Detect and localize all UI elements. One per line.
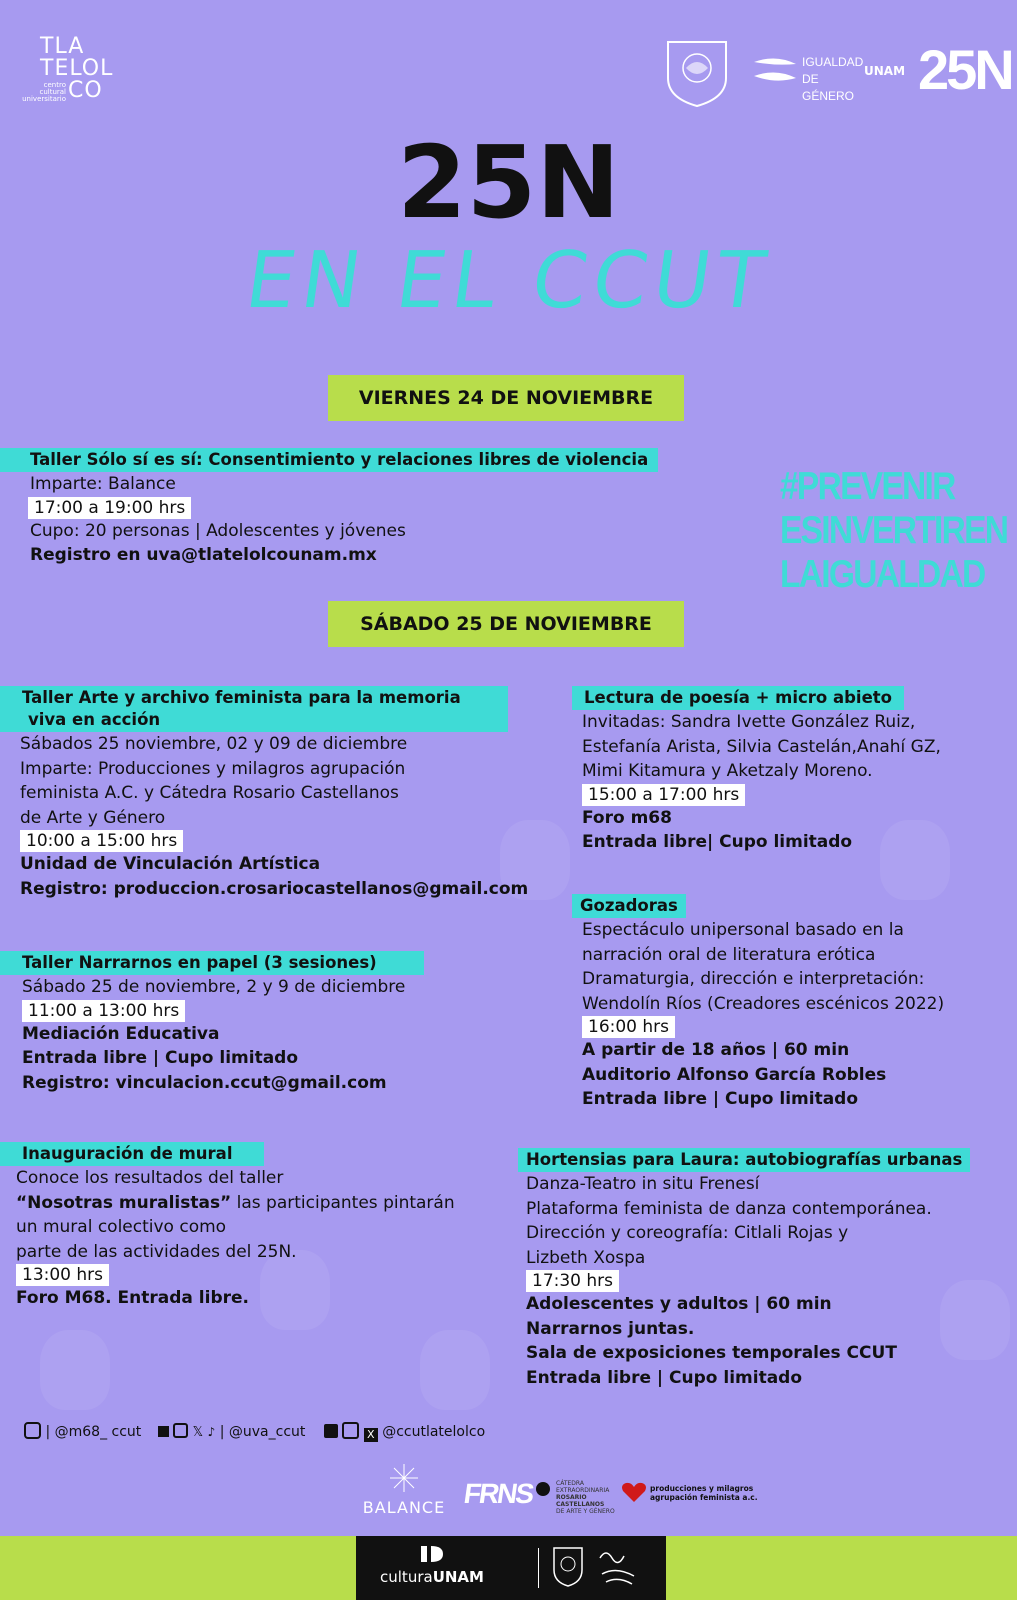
event-line: Entrada libre | Cupo limitado bbox=[22, 1048, 299, 1068]
logo-sub: universitario bbox=[22, 95, 66, 103]
instagram-icon[interactable] bbox=[173, 1423, 188, 1438]
balance-text: BALANCE bbox=[362, 1498, 446, 1517]
producciones-text: agrupación feminista a.c. bbox=[650, 1493, 758, 1502]
instagram-icon[interactable] bbox=[24, 1422, 41, 1439]
event-line: Invitadas: Sandra Ivette González Ruiz, bbox=[582, 712, 916, 732]
event-line: Estefanía Arista, Silvia Castelán,Anahí GZ, bbox=[582, 736, 941, 757]
event-line: A partir de 18 años | 60 min bbox=[582, 1040, 850, 1060]
event-line: Adolescentes y adultos | 60 min bbox=[526, 1294, 832, 1314]
facebook-icon[interactable] bbox=[324, 1424, 338, 1438]
event-title: Hortensias para Laura: autobiografías urbanas bbox=[518, 1148, 970, 1172]
event-cupo: Cupo: 20 personas | Adolescentes y jóvenes bbox=[30, 520, 406, 541]
event-line: Espectáculo unipersonal basado en la bbox=[582, 920, 904, 940]
producciones-text: producciones y milagros bbox=[650, 1484, 754, 1493]
footer-logo-box bbox=[356, 1536, 666, 1600]
social-row: | @m68_ ccut 𝕏 ♪ | @uva_ccut X @ccutlatelolco bbox=[24, 1422, 485, 1443]
event-title: Inauguración de mural bbox=[0, 1142, 264, 1166]
producciones-logo bbox=[620, 1480, 758, 1508]
event-registro: Registro en uva@tlatelolcounam.mx bbox=[30, 545, 377, 565]
social-handle[interactable]: @ccutlatelolco bbox=[382, 1424, 486, 1440]
event-location: Foro m68 bbox=[582, 807, 672, 828]
x-icon[interactable]: X bbox=[364, 1428, 378, 1442]
logo-sub: cultural bbox=[39, 88, 66, 96]
hand-print-decoration bbox=[420, 1330, 490, 1410]
heart-icon bbox=[620, 1480, 648, 1504]
facebook-icon[interactable] bbox=[158, 1426, 169, 1437]
igualdad-unam: UNAM bbox=[864, 64, 906, 78]
event-line: feminista A.C. y Cátedra Rosario Castellanos bbox=[20, 783, 399, 803]
event-imparte: Imparte: Balance bbox=[30, 474, 176, 494]
tlatelolco-logo bbox=[20, 36, 130, 102]
event-taller-si bbox=[0, 448, 658, 568]
event-time: 16:00 hrs bbox=[582, 1016, 675, 1038]
event-line: Entrada libre| Cupo limitado bbox=[582, 832, 853, 852]
igualdad-logo bbox=[752, 54, 906, 103]
event-location: Auditorio Alfonso García Robles bbox=[582, 1064, 887, 1085]
event-title: Taller Narrarnos en papel (3 sesiones) bbox=[0, 951, 424, 975]
logo-line: TLA bbox=[40, 34, 85, 59]
event-line: Imparte: Producciones y milagros agrupación bbox=[20, 758, 406, 779]
cultura-unam-mark-icon bbox=[419, 1544, 445, 1564]
day-banner-saturday: SÁBADO 25 DE NOVIEMBRE bbox=[328, 601, 684, 647]
event-line: Mimi Kitamura y Aketzaly Moreno. bbox=[582, 761, 873, 781]
event-registro: Registro: vinculacion.ccut@gmail.com bbox=[22, 1072, 387, 1093]
instagram-icon[interactable] bbox=[342, 1422, 359, 1439]
logo-line: TELOL bbox=[40, 56, 114, 81]
event-line: Sábados 25 noviembre, 02 y 09 de diciembre bbox=[20, 734, 408, 754]
footer-divider bbox=[538, 1548, 539, 1588]
event-mural bbox=[0, 1142, 455, 1311]
footer-cultura: cultura bbox=[380, 1568, 433, 1586]
event-time: 11:00 a 13:00 hrs bbox=[22, 1000, 185, 1022]
logo-line: CO bbox=[68, 78, 103, 103]
event-location: Foro M68. Entrada libre. bbox=[16, 1288, 249, 1308]
unam-signature-logo-icon bbox=[596, 1546, 640, 1592]
event-line: Wendolín Ríos (Creadores escénicos 2022) bbox=[582, 993, 945, 1014]
catedra-text: ROSARIO bbox=[556, 1494, 587, 1501]
hashtag-line: #PREVENIR bbox=[780, 465, 955, 508]
event-time: 17:00 a 19:00 hrs bbox=[28, 497, 191, 519]
event-line: Dirección y coreografía: Citlali Rojas y bbox=[526, 1223, 849, 1243]
main-title: 25N bbox=[397, 124, 620, 241]
event-line: parte de las actividades del 25N. bbox=[16, 1241, 297, 1262]
event-line: Entrada libre | Cupo limitado bbox=[582, 1089, 859, 1109]
event-title: Taller Arte y archivo feminista para la memoria bbox=[22, 688, 461, 707]
event-workshop-name: “Nosotras muralistas” bbox=[16, 1192, 232, 1213]
event-taller-arte bbox=[0, 686, 528, 901]
frns-logo: FRNS bbox=[461, 1478, 535, 1509]
event-title: Gozadoras bbox=[572, 894, 686, 918]
event-line: de Arte y Género bbox=[20, 807, 166, 828]
event-line: Mediación Educativa bbox=[22, 1023, 220, 1044]
hashtag-line: ESINVERTIREN bbox=[780, 509, 1008, 552]
social-handle[interactable]: | @uva_ccut bbox=[219, 1424, 306, 1440]
event-time: 13:00 hrs bbox=[16, 1264, 109, 1286]
igualdad-text: DE GÉNERO bbox=[802, 72, 855, 103]
event-time: 15:00 a 17:00 hrs bbox=[582, 784, 745, 806]
event-line: un mural colectivo como bbox=[16, 1217, 227, 1237]
catedra-text: CÁTEDRA bbox=[556, 1480, 584, 1487]
event-gozadoras bbox=[572, 894, 944, 1112]
logo-sub: centro bbox=[43, 81, 66, 89]
event-title: Lectura de poesía + micro abieto bbox=[572, 686, 904, 710]
hashtag-line: LAIGUALDAD bbox=[780, 553, 985, 596]
igualdad-text: IGUALDAD bbox=[802, 55, 864, 69]
event-taller-narrarnos bbox=[0, 951, 424, 1095]
event-location: Sala de exposiciones temporales CCUT bbox=[526, 1343, 897, 1363]
hand-print-decoration bbox=[40, 1330, 110, 1410]
day-banner-friday: VIERNES 24 DE NOVIEMBRE bbox=[328, 375, 684, 421]
event-time: 10:00 a 15:00 hrs bbox=[20, 830, 183, 852]
event-lectura bbox=[572, 686, 941, 855]
sparkle-icon bbox=[384, 1462, 424, 1494]
event-line: Conoce los resultados del taller bbox=[16, 1168, 284, 1188]
event-hortensias bbox=[518, 1148, 970, 1390]
event-line: Lizbeth Xospa bbox=[526, 1247, 646, 1268]
event-line: Plataforma feminista de danza contemporánea. bbox=[526, 1198, 932, 1219]
social-handle[interactable]: @m68_ ccut bbox=[54, 1424, 142, 1440]
event-time: 17:30 hrs bbox=[526, 1270, 619, 1292]
event-line: Narrarnos juntas. bbox=[526, 1318, 695, 1339]
event-title: viva en acción bbox=[28, 710, 161, 729]
subtitle: EN EL CCUT bbox=[240, 236, 777, 326]
igualdad-mark-icon bbox=[752, 54, 800, 92]
unam-shield-icon bbox=[664, 38, 730, 112]
footer-unam: UNAM bbox=[432, 1568, 484, 1586]
catedra-text: EXTRAORDINARIA bbox=[556, 1487, 610, 1494]
event-date: Sábado 25 de noviembre, 2 y 9 de diciembre bbox=[22, 977, 406, 997]
event-line: Danza-Teatro in situ Frenesí bbox=[526, 1174, 760, 1194]
event-line: las participantes pintarán bbox=[231, 1192, 455, 1213]
event-registro: Registro: produccion.crosariocastellanos@gmail.com bbox=[20, 878, 529, 899]
event-location: Unidad de Vinculación Artística bbox=[20, 854, 321, 874]
event-line: narración oral de literatura erótica bbox=[582, 944, 876, 965]
event-line: Entrada libre | Cupo limitado bbox=[526, 1367, 803, 1388]
tiktok-icon[interactable]: ♪ bbox=[207, 1425, 216, 1439]
x-icon[interactable]: 𝕏 bbox=[192, 1425, 204, 1440]
balance-logo bbox=[356, 1462, 452, 1517]
event-line: Dramaturgia, dirección e interpretación: bbox=[582, 969, 925, 989]
unam-shield-icon bbox=[552, 1546, 584, 1592]
catedra-text: CASTELLANOS bbox=[556, 1501, 605, 1508]
catedra-circle-icon bbox=[536, 1482, 550, 1496]
catedra-text: DE ARTE Y GÉNERO bbox=[556, 1508, 615, 1515]
badge-25n: 25N bbox=[918, 38, 1012, 101]
event-title: Taller Sólo sí es sí: Consentimiento y relaciones libres de violencia bbox=[0, 448, 658, 472]
hashtag-block bbox=[780, 465, 1007, 597]
